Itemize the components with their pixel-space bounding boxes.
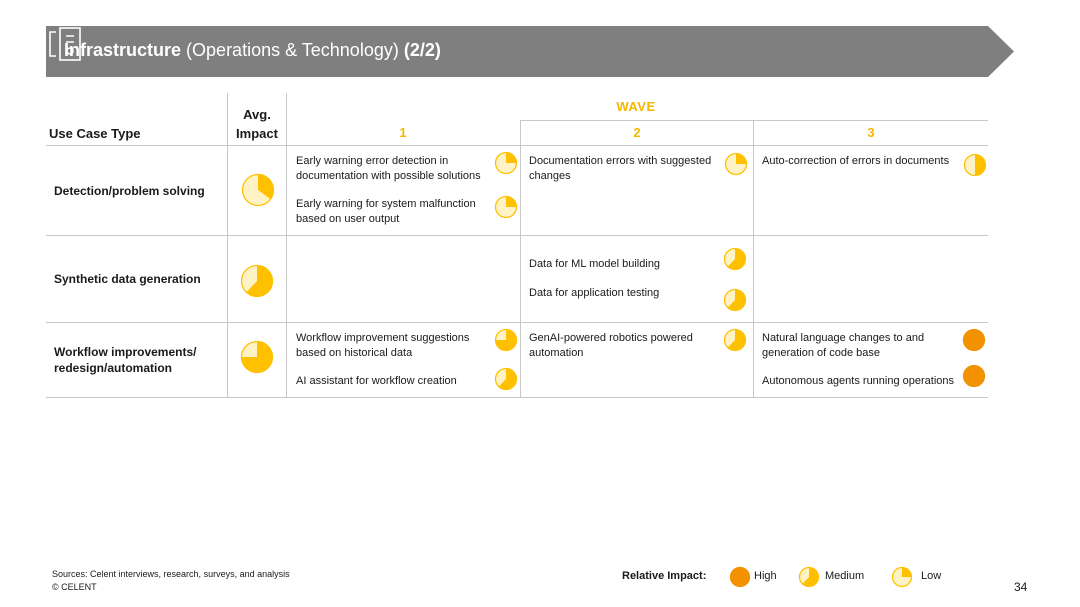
- impact-pie: [962, 328, 986, 352]
- impact-pie: [494, 328, 518, 352]
- impact-pie: [494, 151, 518, 175]
- wave-divider-line: [520, 120, 988, 121]
- avg-impact-pie: [241, 173, 275, 207]
- copyright: © CELENT: [52, 582, 97, 592]
- pie-background: [964, 366, 985, 387]
- row-label-synthetic-data: Synthetic data generation: [54, 272, 201, 286]
- pie-slice: [506, 197, 517, 208]
- sources-note: Sources: Celent interviews, research, surveys, and analysis: [52, 569, 290, 579]
- use-case-text: AI assistant for workflow creation: [296, 375, 457, 387]
- column-divider: [753, 120, 754, 398]
- impact-pie: [724, 152, 748, 176]
- impact-pie: [962, 364, 986, 388]
- page-title: [64, 40, 441, 61]
- impact-pie: [723, 328, 747, 352]
- avg-impact-pie: [240, 264, 274, 298]
- pie-background: [964, 330, 985, 351]
- use-case-text: Documentation errors with suggested changes: [529, 155, 712, 182]
- row-label-workflow-line1: Workflow improvements/: [54, 345, 197, 359]
- pie-slice: [736, 154, 747, 165]
- legend-low-label: Low: [921, 570, 942, 582]
- legend-low-pie: [891, 566, 913, 588]
- impact-pie: [963, 153, 987, 177]
- legend-high-label: High: [754, 570, 777, 582]
- use-case-text: Early warning error detection in documentation with possible solutions: [296, 155, 481, 182]
- use-case-text: Natural language changes to and generation of code base: [762, 332, 925, 359]
- row-divider-line: [46, 322, 988, 323]
- header-wave-3: 3: [867, 125, 875, 140]
- use-case-text: Data for ML model building: [529, 258, 661, 270]
- header-wave: WAVE: [616, 99, 656, 114]
- table-bottom-line: [46, 397, 988, 398]
- section-banner: [46, 26, 1014, 77]
- impact-pie: [723, 247, 747, 271]
- use-case-text: Early warning for system malfunction based on user output: [296, 198, 476, 225]
- header-wave-1: 1: [399, 125, 407, 140]
- use-case-text: Workflow improvement suggestions based on historical data: [296, 332, 470, 359]
- row-label-workflow-line2: redesign/automation: [54, 361, 173, 375]
- server-device-icon: [46, 26, 84, 62]
- title-bold: Infrastructure: [64, 40, 182, 60]
- header-avg: Avg.: [243, 107, 271, 122]
- row-label-detection: Detection/problem solving: [54, 184, 205, 198]
- legend-medium-label: Medium: [825, 570, 865, 582]
- pie-slice: [902, 568, 912, 578]
- avg-impact-pie: [240, 340, 274, 374]
- pie-background: [731, 568, 750, 587]
- column-divider: [520, 120, 521, 398]
- impact-pie: [494, 195, 518, 219]
- pie-slice: [975, 155, 985, 176]
- header-bottom-line: [46, 145, 988, 146]
- legend-medium-pie: [798, 566, 820, 588]
- row-divider-line: [46, 235, 988, 236]
- title-subtitle: (Operations & Technology): [186, 40, 399, 60]
- use-case-text: GenAI-powered robotics powered automation: [529, 332, 693, 359]
- header-wave-2: 2: [633, 125, 641, 140]
- header-use-case-type: Use Case Type: [49, 126, 141, 141]
- impact-pie: [723, 288, 747, 312]
- use-case-text: Autonomous agents running operations: [762, 375, 955, 387]
- pie-slice: [506, 153, 517, 164]
- impact-pie: [494, 367, 518, 391]
- use-case-text: Data for application testing: [529, 287, 660, 299]
- use-case-text: Auto-correction of errors in documents: [762, 155, 950, 167]
- page-number: 34: [1014, 580, 1028, 594]
- title-page-indicator: (2/2): [403, 40, 441, 60]
- legend-title: Relative Impact:: [622, 570, 707, 582]
- legend-high-pie: [729, 566, 751, 588]
- header-impact: Impact: [236, 126, 278, 141]
